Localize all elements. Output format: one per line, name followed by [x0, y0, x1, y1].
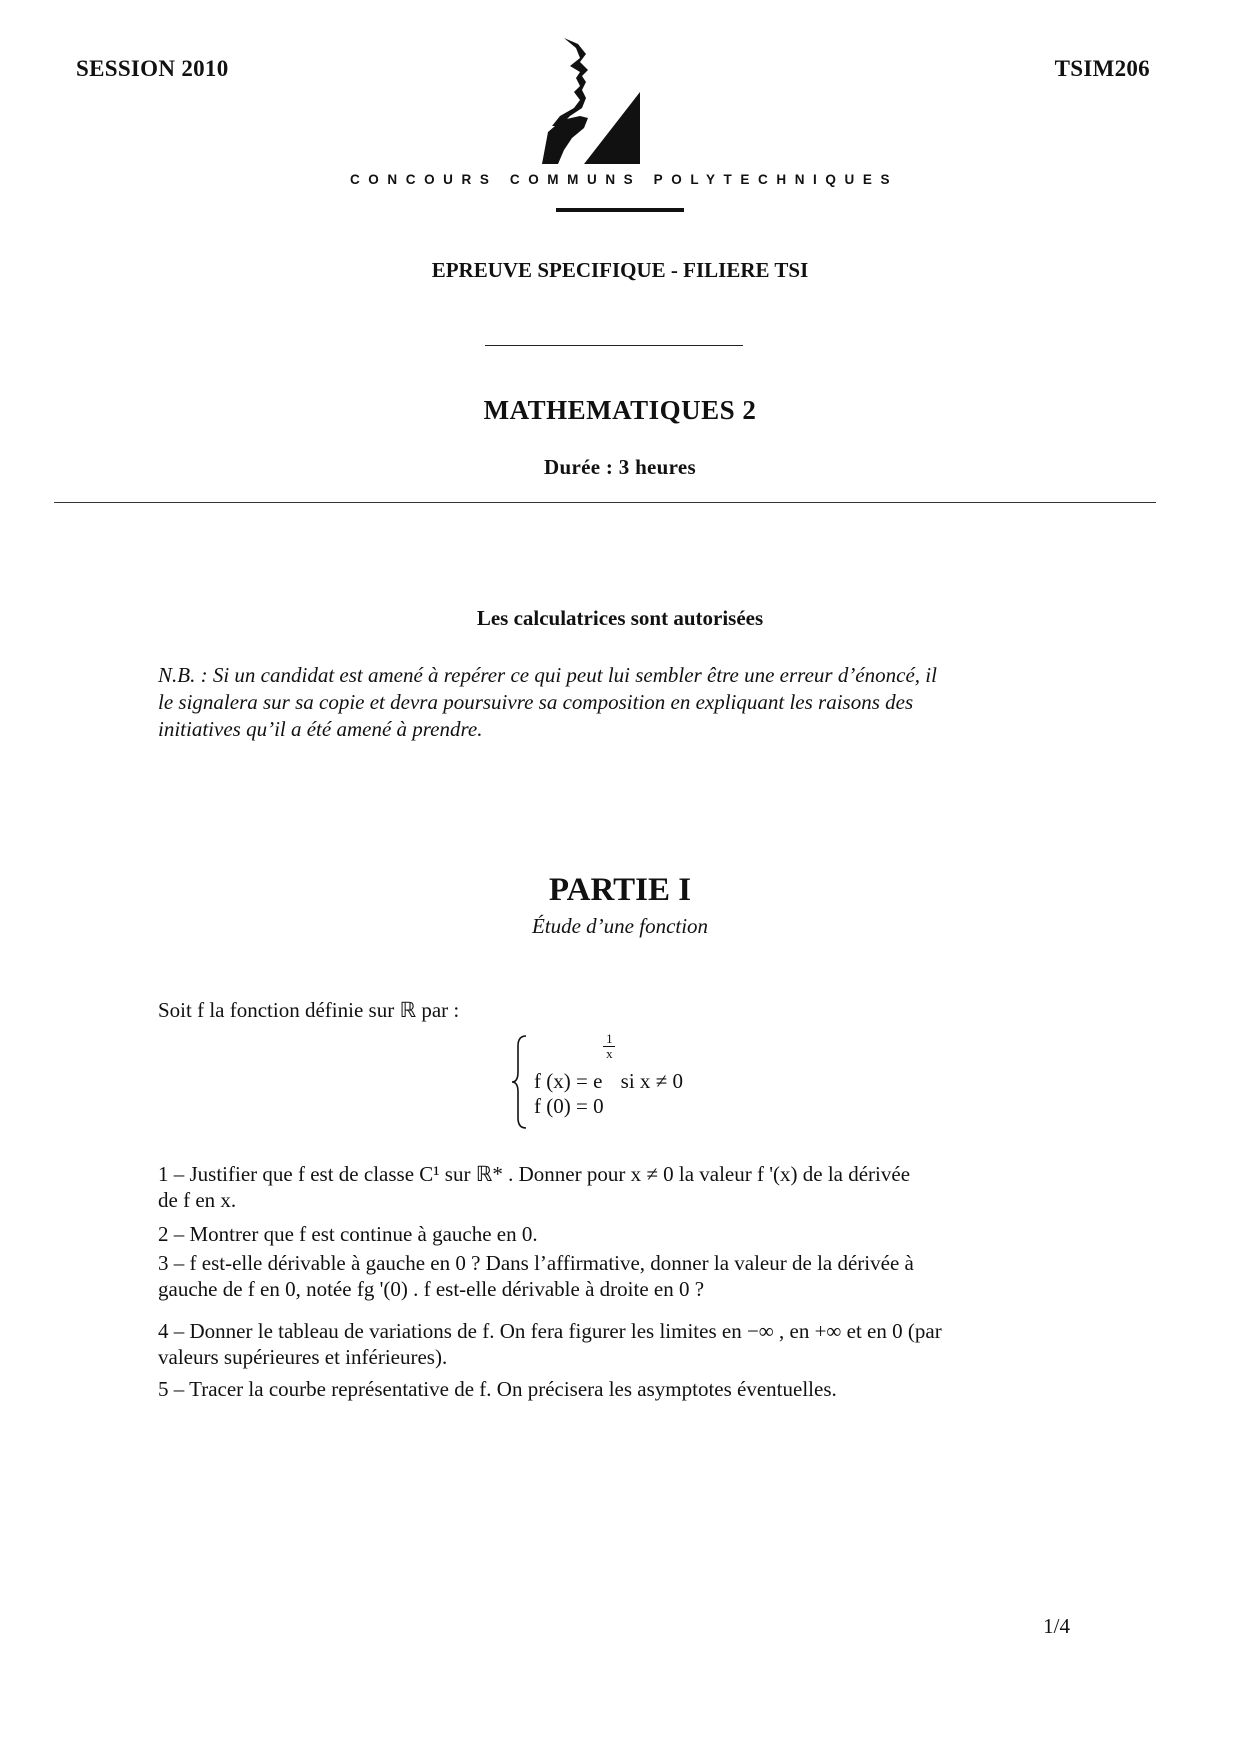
- definition-line-1: [534, 1031, 683, 1094]
- definition-intro: Soit f la fonction définie sur ℝ par :: [158, 998, 460, 1022]
- question-line: 3 – f est-elle dérivable à gauche en 0 ? Dans l’affirmative, donner la valeur de la dérivée à: [158, 1251, 914, 1275]
- short-divider: [485, 345, 743, 346]
- exam-subject: MATHEMATIQUES 2: [483, 395, 757, 425]
- long-divider: [54, 502, 1156, 503]
- question-line: 5 – Tracer la courbe représentative de f. On précisera les asymptotes éventuelles.: [158, 1377, 837, 1401]
- question-line: de f en x.: [158, 1188, 237, 1212]
- exponent-numerator: 1: [603, 1032, 615, 1047]
- ccp-logo: [540, 36, 690, 168]
- question-line: 2 – Montrer que f est continue à gauche en 0.: [158, 1222, 538, 1246]
- nb-line: le signalera sur sa copie et devra poursuivre sa composition en expliquant les raisons des: [158, 690, 914, 714]
- question-4: [158, 1318, 1072, 1370]
- logo-face-profile: [552, 38, 588, 126]
- nb-line: initiatives qu’il a été amené à prendre.: [158, 717, 483, 741]
- question-5: [158, 1376, 1072, 1402]
- exam-code: TSIM206: [1054, 56, 1150, 81]
- question-line: gauche de f en 0, notée fg '(0) . f est-elle dérivable à droite en 0 ?: [158, 1277, 705, 1301]
- page-number: 1/4: [1043, 1614, 1070, 1638]
- part-title: PARTIE I: [548, 872, 692, 908]
- question-line: 4 – Donner le tableau de variations de f. On fera figurer les limites en −∞ , en +∞ et en 0 (par: [158, 1319, 942, 1343]
- question-2: [158, 1221, 1072, 1247]
- definition-line-1-condition: si x ≠ 0: [615, 1069, 683, 1093]
- exponent-fraction: [603, 1032, 615, 1060]
- question-1: [158, 1161, 1072, 1213]
- question-3: [158, 1250, 1072, 1302]
- logo-left-wing: [542, 116, 588, 164]
- exam-duration: Durée : 3 heures: [544, 455, 696, 479]
- session-label: SESSION 2010: [76, 56, 229, 81]
- exponent-denominator: x: [606, 1046, 613, 1061]
- calculator-notice: Les calculatrices sont autorisées: [476, 606, 764, 630]
- exam-track: EPREUVE SPECIFIQUE - FILIERE TSI: [431, 258, 809, 282]
- logo-right-triangle: [584, 92, 640, 164]
- part-subtitle: Étude d’une fonction: [531, 914, 709, 938]
- nb-paragraph: [158, 662, 1072, 743]
- piecewise-definition: [510, 1032, 750, 1132]
- definition-line-1-main: f (x) = e: [534, 1069, 603, 1093]
- question-line: valeurs supérieures et inférieures).: [158, 1345, 448, 1369]
- left-brace-icon: [510, 1032, 530, 1132]
- organization-name: CONCOURS COMMUNS POLYTECHNIQUES: [349, 172, 899, 187]
- definition-line-2: f (0) = 0: [534, 1094, 604, 1118]
- organization-underline: [556, 208, 684, 212]
- question-line: 1 – Justifier que f est de classe C¹ sur ℝ* . Donner pour x ≠ 0 la valeur f '(x) de la dérivée: [158, 1162, 911, 1186]
- nb-line: N.B. : Si un candidat est amené à repérer ce qui peut lui sembler être une erreur d’énoncé, il: [158, 663, 937, 687]
